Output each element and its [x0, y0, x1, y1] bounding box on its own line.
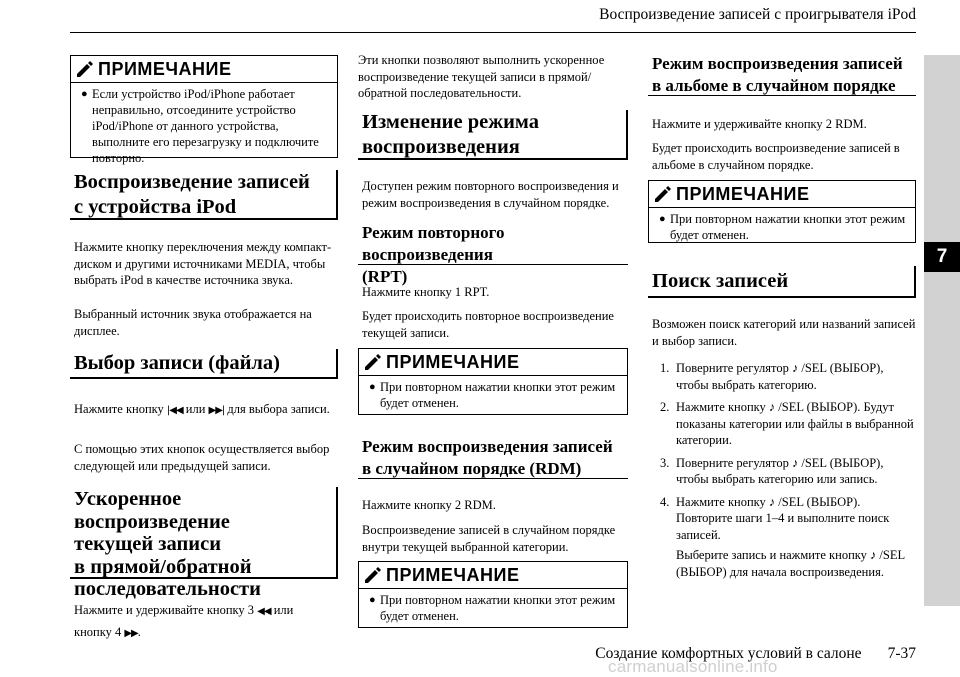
list-item: 1. Поверните регулятор ♪ /SEL (ВЫБОР), чтобы выбрать категорию. [660, 361, 884, 392]
paragraph: Нажмите кнопку 2 RDM. [362, 498, 496, 512]
music-note-icon: ♪ [791, 361, 799, 375]
section-heading: Ускоренное воспроизведение текущей записи в прямой/обратной последовательности [70, 487, 338, 579]
list-item: 3. Поверните регулятор ♪ /SEL (ВЫБОР), чтобы выбрать категорию или запись. [660, 455, 884, 486]
note-text: Если устройство iPod/iPhone работает неправильно, отсоедините устройство iPod/iPhone от данного устройства, выполните его перезагрузку и подключите повторно. [92, 87, 319, 165]
paragraph: Нажмите кнопку 1 RPT. [362, 285, 490, 299]
section-heading: Поиск записей [648, 266, 916, 298]
bullet-icon: ● [369, 594, 376, 606]
note-box [358, 561, 628, 628]
note-text: При повторном нажатии кнопки этот режим будет отменен. [670, 212, 906, 242]
subheading: Режим повторного воспроизведения (RPT) [362, 223, 505, 286]
divider [648, 95, 916, 96]
divider [358, 264, 628, 265]
bullet-icon: ● [659, 213, 666, 225]
note-title: ПРИМЕЧАНИЕ [676, 183, 810, 204]
paragraph: Нажмите и удерживайте кнопку 2 RDM. [652, 117, 867, 131]
paragraph: Выбранный источник звука отображается на дисплее. [74, 307, 312, 338]
divider [358, 478, 628, 479]
list-item: 2. Нажмите кнопку ♪ /SEL (ВЫБОР). Будут показаны категории или файлы в выбранной категории. [660, 400, 914, 447]
paragraph: Доступен режим повторного воспроизведения и режим воспроизведения в случайном порядке. [362, 179, 619, 210]
note-header [359, 562, 627, 589]
steps-list [660, 360, 916, 586]
page-number: 7-37 [887, 645, 916, 662]
note-text: При повторном нажатии кнопки этот режим будет отменен. [380, 380, 616, 410]
note-title: ПРИМЕЧАНИЕ [386, 351, 520, 372]
paragraph: Будет происходить воспроизведение записей в альбоме в случайном порядке. [652, 141, 900, 172]
pencil-icon [652, 184, 672, 204]
bullet-icon: ● [81, 88, 88, 100]
previous-track-icon: |◀◀ [166, 405, 183, 416]
pencil-icon [362, 565, 382, 585]
paragraph: Будет происходить повторное воспроизведение текущей записи. [362, 309, 614, 340]
header-rule [70, 32, 916, 33]
music-note-icon: ♪ [791, 455, 799, 470]
paragraph: Воспроизведение записей в случайном порядке внутри текущей выбранной категории. [362, 523, 616, 554]
note-header [649, 181, 915, 208]
pencil-icon [74, 59, 94, 79]
page-header-title: Воспроизведение записей с проигрывателя iPod [599, 6, 916, 23]
watermark: carmanualsonline.info [608, 657, 778, 676]
note-box [70, 55, 338, 165]
note-title: ПРИМЕЧАНИЕ [386, 564, 520, 585]
paragraph: Нажмите кнопку переключения между компакт-диском и другими источниками MEDIA, чтобы выбрать iPod в качестве источника звука. [74, 240, 332, 287]
note-header [71, 56, 337, 83]
note-box [358, 348, 628, 415]
paragraph: Возможен поиск категорий или названий записей и выбор записи. [652, 317, 916, 348]
music-note-icon: ♪ [768, 400, 776, 414]
paragraph: Нажмите и удерживайте кнопку 3 ◀◀ или кнопку 4 ▶▶. [74, 600, 336, 644]
footer-section: Создание комфортных условий в салоне [595, 645, 862, 662]
note-box [648, 180, 916, 243]
next-track-icon: ▶▶| [208, 405, 225, 416]
note-title: ПРИМЕЧАНИЕ [98, 58, 232, 79]
pencil-icon [362, 352, 382, 372]
bullet-icon: ● [369, 381, 376, 393]
chapter-sidebar [924, 55, 960, 606]
paragraph: Эти кнопки позволяют выполнить ускоренное воспроизведение текущей записи в прямой/обратной последовательности. [358, 53, 605, 100]
list-item: 4. Нажмите кнопку ♪ /SEL (ВЫБОР). Повторите шаги 1–4 и выполните поиск записей. Выберите запись и нажмите кнопку ♪ /SEL (ВЫБОР) для начала воспроизведения. [660, 494, 905, 579]
subheading: Режим воспроизведения записей в альбоме в случайном порядке [652, 54, 903, 95]
music-note-icon: ♪ [870, 548, 877, 562]
note-text: При повторном нажатии кнопки этот режим будет отменен. [380, 593, 616, 623]
rewind-icon: ◀◀ [257, 606, 271, 617]
section-heading: Воспроизведение записей с устройства iPod [70, 170, 338, 220]
section-heading: Изменение режима воспроизведения [358, 110, 628, 160]
section-heading: Выбор записи (файла) [70, 349, 338, 379]
subheading: Режим воспроизведения записей в случайном порядке (RDM) [362, 437, 613, 478]
fast-forward-icon: ▶▶ [124, 628, 138, 639]
paragraph: Нажмите кнопку |◀◀ или ▶▶| для выбора записи. [74, 401, 336, 420]
music-note-icon: ♪ [768, 494, 776, 509]
note-header [359, 349, 627, 376]
paragraph: С помощью этих кнопок осуществляется выбор следующей или предыдущей записи. [74, 442, 330, 473]
chapter-tab: 7 [924, 242, 960, 272]
